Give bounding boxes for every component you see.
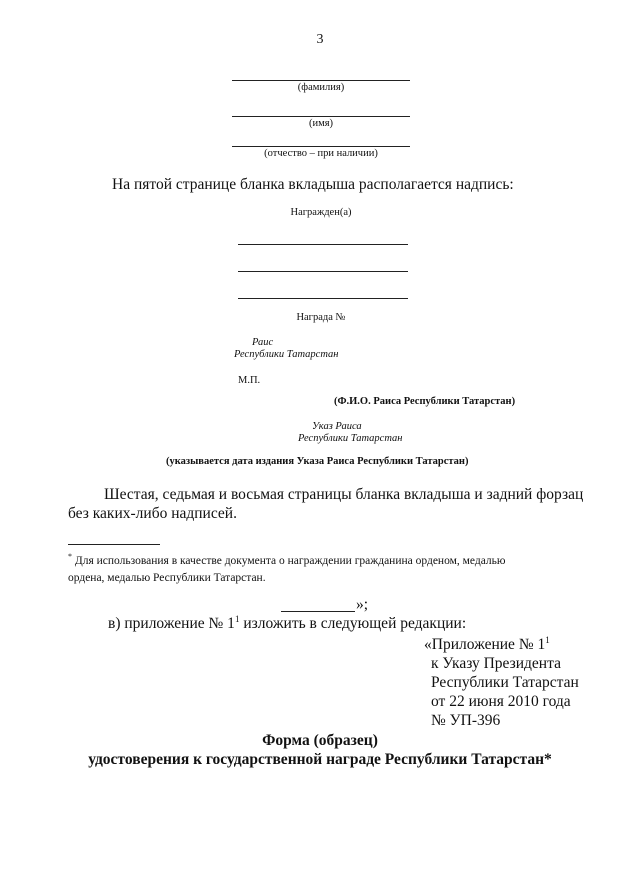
appendix-line-5: № УП-396 — [431, 712, 501, 730]
footnote-line-1: * Для использования в качестве документа о награждении гражданина орденом, медалью — [68, 552, 506, 567]
footnote-line-2: ордена, медалью Республики Татарстан. — [68, 571, 266, 584]
surname-caption: (фамилия) — [297, 82, 345, 93]
decree-line-1: Указ Раиса — [312, 421, 362, 432]
award-number-label: Награда № — [296, 312, 346, 323]
mp-label: М.П. — [238, 375, 261, 386]
decree-date: (указывается дата издания Указа Раиса Республики Татарстан) — [166, 456, 469, 467]
appendix-line-1-sup: 1 — [545, 635, 550, 645]
awarded-line-1 — [238, 244, 408, 245]
appendix-line-1: «Приложение № $1^1$ — [424, 635, 550, 654]
closing-quote: »; — [356, 596, 369, 613]
appendix-line-4: от 22 июня 2010 года — [431, 693, 571, 711]
rais-republic: Республики Татарстан — [234, 349, 339, 360]
page-number: 3 — [316, 32, 324, 47]
rais-line-1: Раис — [252, 337, 274, 348]
sixth-page-line-1: Шестая, седьмая и восьмая страницы бланка вкладыша и задний форзац — [104, 486, 584, 503]
name-line — [232, 116, 410, 117]
footnote-separator — [68, 544, 160, 545]
form-subtitle: удостоверения к государственной награде Республики Татарстан* — [88, 751, 552, 768]
decree-line-2: Республики Татарстан — [298, 433, 403, 444]
rais-fio: (Ф.И.О. Раиса Республики Татарстан) — [334, 396, 516, 407]
form-title: Форма (образец) — [262, 732, 378, 749]
appendix-line-3: Республики Татарстан — [431, 674, 579, 692]
sixth-page-line-2: без каких-либо надписей. — [68, 505, 237, 522]
intro-text: На пятой странице бланка вкладыша располагается надпись: — [112, 176, 514, 193]
appendix-line-2: к Указу Президента — [431, 655, 561, 673]
name-caption: (имя) — [308, 118, 334, 129]
awarded-line-3 — [238, 298, 408, 299]
appendix-instruction-sup: 1 — [234, 614, 240, 624]
rais-title — [252, 337, 273, 348]
awarded-line-2 — [238, 271, 408, 272]
footnote — [68, 548, 608, 587]
patronymic-line — [232, 146, 410, 147]
appendix-instruction: в) приложение № $1^1$ изложить в следующей редакции: — [108, 614, 467, 633]
awarded-label: Награжден(а) — [290, 207, 352, 218]
closing-blank-line — [281, 611, 355, 612]
footnote-mark: * — [68, 552, 72, 561]
appendix-block — [424, 631, 579, 730]
surname-line — [232, 80, 410, 81]
patronymic-caption: (отчество – при наличии) — [264, 148, 378, 159]
